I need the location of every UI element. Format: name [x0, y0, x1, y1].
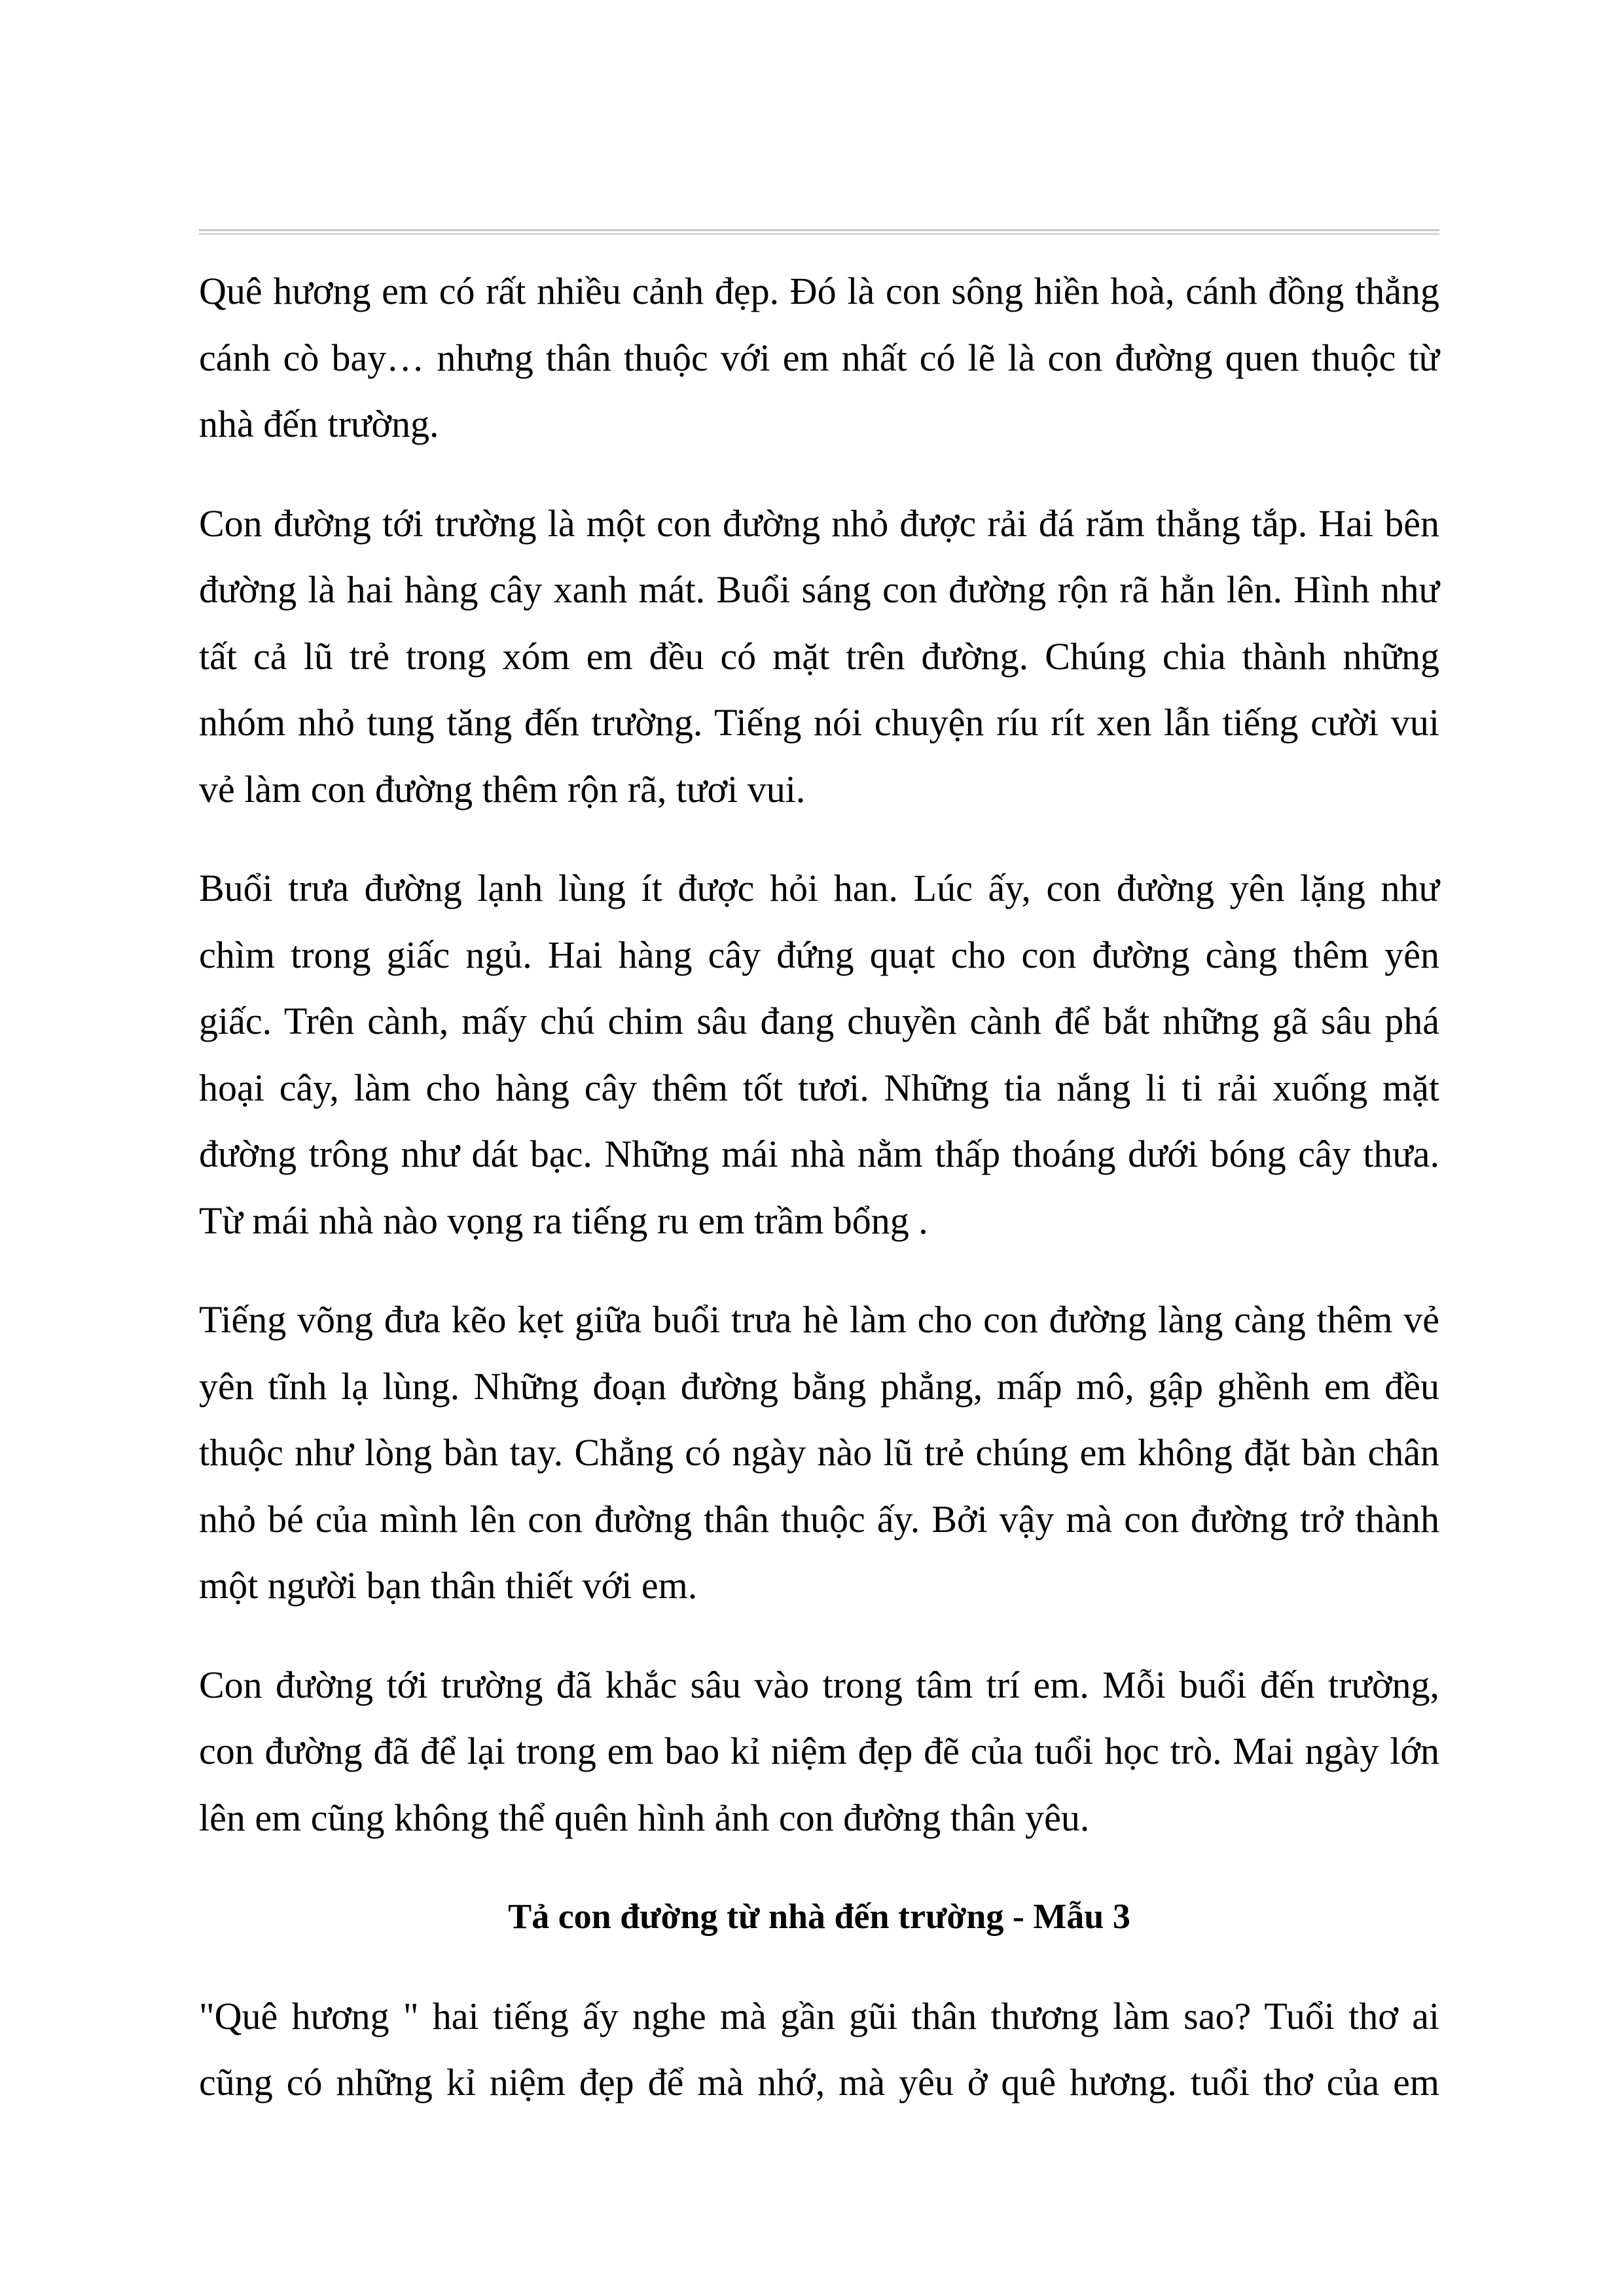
paragraph — [199, 855, 1439, 1254]
paragraph — [199, 258, 1439, 458]
paragraph-line: đường trông như dát bạc. Những mái nhà nằm thấp thoáng dưới bóng cây thưa. — [199, 1133, 1439, 1175]
paragraph — [199, 490, 1439, 823]
paragraph-line: nhà đến trường. — [199, 403, 439, 445]
paragraph-line: Con đường tới trường là một con đường nhỏ được rải đá răm thẳng tắp. Hai bên — [199, 501, 1439, 545]
paragraph-line: một người bạn thân thiết với em. — [199, 1564, 698, 1607]
paragraph-line: vẻ làm con đường thêm rộn rã, tươi vui. — [199, 767, 806, 811]
section-heading: Tả con đường từ nhà đến trường - Mẫu 3 — [508, 1897, 1130, 1936]
paragraph-line: Buổi trưa đường lạnh lùng ít được hỏi han. Lúc ấy, con đường yên lặng như — [199, 867, 1439, 909]
paragraph-line: Tiếng võng đưa kẽo kẹt giữa buổi trưa hè làm cho con đường làng càng thêm vẻ — [199, 1298, 1439, 1341]
paragraph-line: "Quê hương " hai tiếng ấy nghe mà gần gũi thân thương làm sao? Tuổi thơ ai — [199, 1994, 1439, 2037]
paragraph-line: hoại cây, làm cho hàng cây thêm tốt tươi. Những tia nắng li ti rải xuống mặt — [199, 1066, 1439, 1109]
paragraph-line: thuộc như lòng bàn tay. Chẳng có ngày nào lũ trẻ chúng em không đặt bàn chân — [199, 1431, 1439, 1474]
paragraph-line: Con đường tới trường đã khắc sâu vào trong tâm trí em. Mỗi buổi đến trường, — [199, 1663, 1439, 1706]
paragraph-line: Quê hương em có rất nhiều cảnh đẹp. Đó là con sông hiền hoà, cánh đồng thẳng — [199, 270, 1439, 312]
horizontal-rule — [199, 229, 1439, 235]
paragraph-line: giấc. Trên cành, mấy chú chim sâu đang chuyền cành để bắt những gã sâu phá — [199, 1000, 1439, 1042]
paragraph-line: cánh cò bay… nhưng thân thuộc với em nhất có lẽ là con đường quen thuộc từ — [199, 336, 1439, 379]
paragraphs-before-heading — [199, 258, 1439, 1851]
paragraph-line: nhóm nhỏ tung tăng đến trường. Tiếng nói chuyện ríu rít xen lẫn tiếng cười vui — [199, 701, 1439, 744]
paragraph-line: lên em cũng không thể quên hình ảnh con đường thân yêu. — [199, 1796, 1090, 1839]
paragraphs-after-heading — [199, 1983, 1439, 2116]
paragraph-line: tất cả lũ trẻ trong xóm em đều có mặt trên đường. Chúng chia thành những — [199, 634, 1439, 678]
paragraph-line: Từ mái nhà nào vọng ra tiếng ru em trầm bổng . — [199, 1199, 928, 1242]
paragraph — [199, 1652, 1439, 1851]
paragraph — [199, 1983, 1439, 2116]
document-body — [199, 258, 1439, 2149]
paragraph-line: chìm trong giấc ngủ. Hai hàng cây đứng quạt cho con đường càng thêm yên — [199, 933, 1439, 976]
paragraph — [199, 1286, 1439, 1619]
paragraph-line: cũng có những kỉ niệm đẹp để mà nhớ, mà yêu ở quê hương. tuổi thơ của em — [199, 2061, 1439, 2104]
paragraph-line: đường là hai hàng cây xanh mát. Buổi sáng con đường rộn rã hẳn lên. Hình như — [199, 568, 1439, 611]
paragraph-line: con đường đã để lại trong em bao kỉ niệm đẹp đẽ của tuổi học trò. Mai ngày lớn — [199, 1730, 1439, 1772]
paragraph-line: yên tĩnh lạ lùng. Những đoạn đường bằng phẳng, mấp mô, gập ghềnh em đều — [199, 1364, 1439, 1408]
paragraph-line: nhỏ bé của mình lên con đường thân thuộc ấy. Bởi vậy mà con đường trở thành — [199, 1497, 1439, 1540]
